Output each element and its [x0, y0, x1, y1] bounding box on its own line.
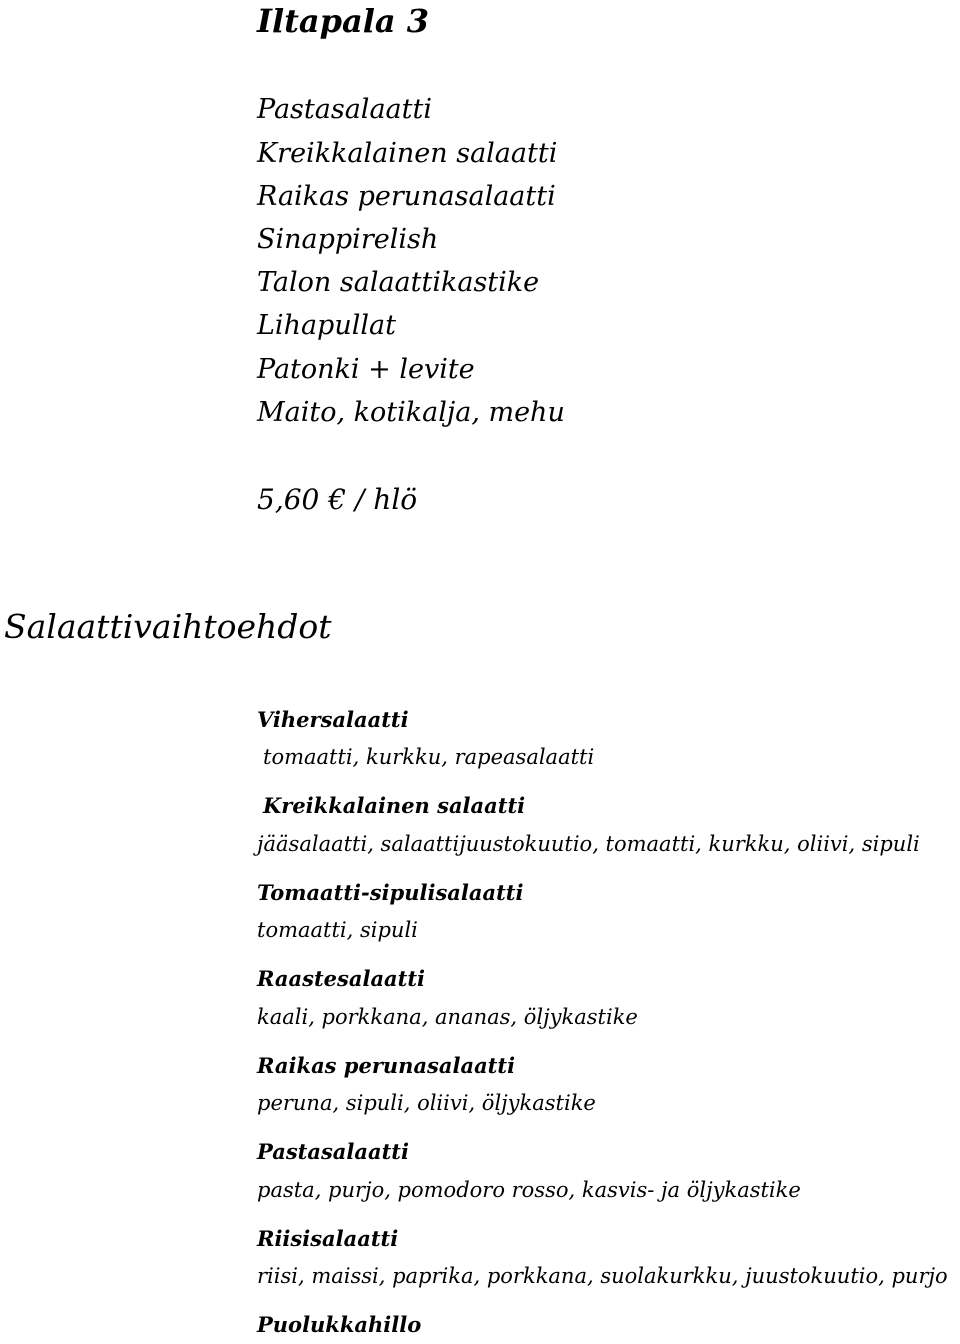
menu-item: Lihapullat [257, 310, 396, 341]
menu-item: Kreikkalainen salaatti [257, 138, 558, 169]
salad-name: Puolukkahillo [257, 1312, 422, 1337]
salad-description: tomaatti, kurkku, rapeasalaatti [263, 745, 595, 769]
salad-name: Raikas perunasalaatti [257, 1053, 516, 1078]
menu-item: Sinappirelish [257, 224, 439, 255]
salad-name: Pastasalaatti [257, 1139, 409, 1164]
menu-item: Raikas perunasalaatti [257, 181, 556, 212]
menu-item: Talon salaattikastike [257, 267, 540, 298]
salad-name: Vihersalaatti [257, 707, 409, 732]
salad-description: jääsalaatti, salaattijuustokuutio, tomaatti, kurkku, oliivi, sipuli [257, 832, 920, 856]
salad-name: Kreikkalainen salaatti [263, 793, 526, 818]
salad-description: peruna, sipuli, oliivi, öljykastike [257, 1091, 596, 1115]
menu-item: Maito, kotikalja, mehu [257, 397, 565, 428]
salad-description: kaali, porkkana, ananas, öljykastike [257, 1005, 638, 1029]
salad-name: Tomaatti-sipulisalaatti [257, 880, 524, 905]
salad-description: tomaatti, sipuli [257, 918, 418, 942]
salad-description: pasta, purjo, pomodoro rosso, kasvis- ja öljykastike [257, 1178, 801, 1202]
price: 5,60 € / hlö [257, 483, 418, 516]
salad-description: riisi, maissi, paprika, porkkana, suolakurkku, juustokuutio, purjo [257, 1264, 948, 1288]
salad-name: Riisisalaatti [257, 1226, 399, 1251]
section-title: Salaattivaihtoehdot [4, 607, 332, 646]
menu-item: Pastasalaatti [257, 94, 432, 125]
menu-item: Patonki + levite [257, 354, 475, 385]
page-title: Iltapala 3 [257, 2, 430, 40]
salad-name: Raastesalaatti [257, 966, 426, 991]
